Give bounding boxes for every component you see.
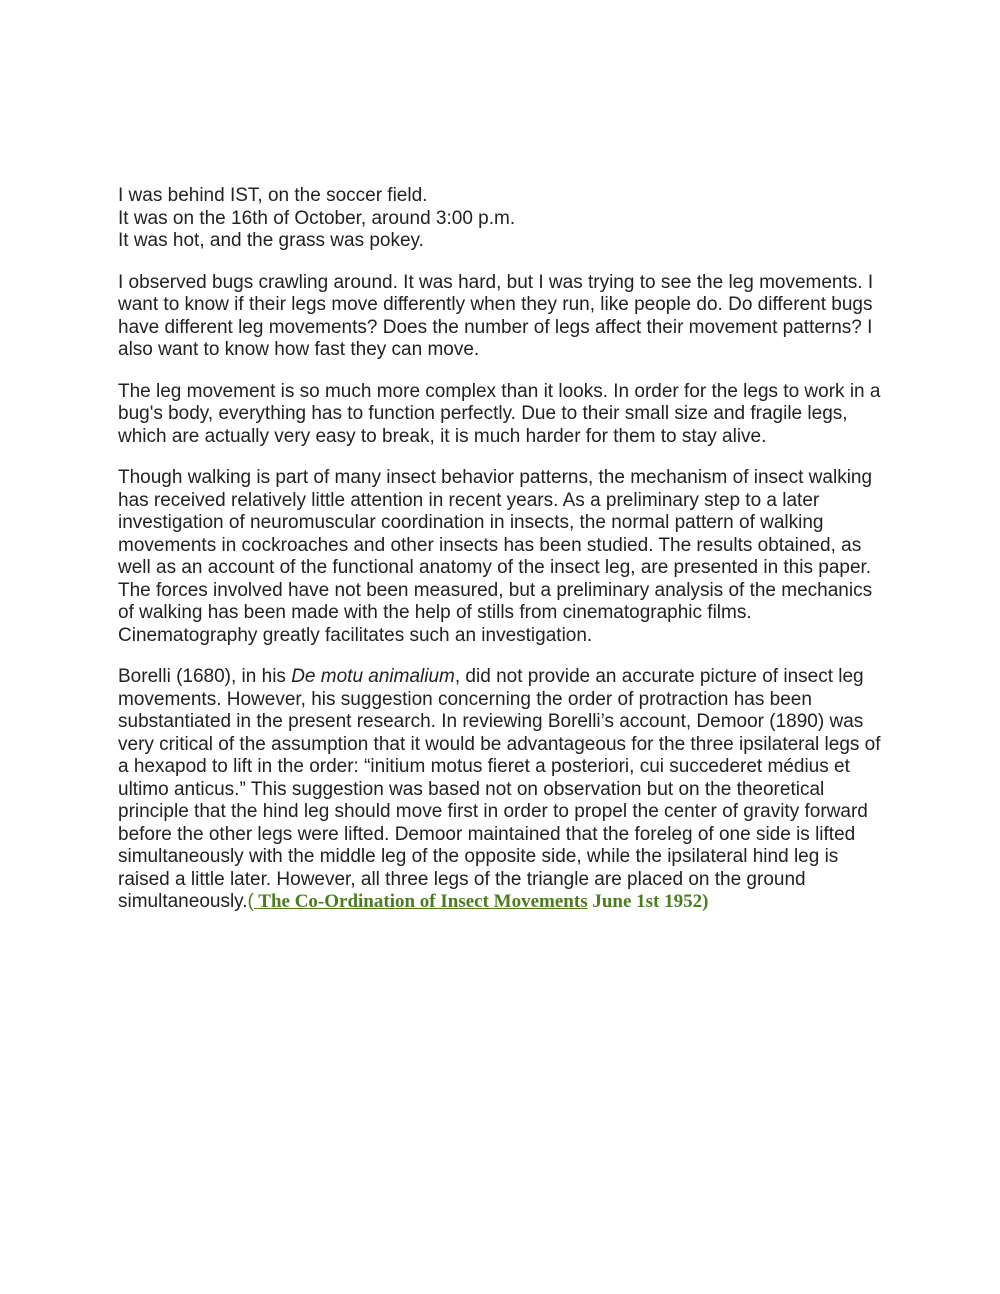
questions-paragraph: I observed bugs crawling around. It was hard, but I was trying to see the leg movements. I want to know if their legs move differently when they run, like people do. Do different bugs have different leg movements? Does the number of legs affect their movement patterns? I also want to know how fast they can move. bbox=[118, 271, 874, 360]
borelli-text-start: Borelli (1680), in his bbox=[118, 666, 292, 687]
document-body bbox=[118, 185, 888, 933]
date-time-line: It was on the 16th of October, around 3:00 p.m. bbox=[118, 207, 516, 229]
citation-link[interactable]: The Co-Ordination of Insect Movements bbox=[253, 891, 588, 912]
location-line: I was behind IST, on the soccer field. bbox=[118, 185, 428, 206]
citation-date: June 1st 1952) bbox=[587, 891, 709, 912]
borelli-text-rest: , did not provide an accurate picture of insect leg movements. However, his suggestion concerning the order of protraction has been substantiated in the present research. In reviewing Borelli’s account, Demoor (1890) was very critical of the assumption that it would be advantageous for the three ipsilateral legs of a hexapod to lift in the order: “initium motus fieret a posteriori, cui succederet médius et ultimo anticus.” This suggestion was based not on observation but on the theoretical principle that the hind leg should move first in order to propel the center of gravity forward before the other legs were lifted. Demoor maintained that the foreleg of one side is lifted simultaneously with the middle leg of the opposite side, while the ipsilateral hind leg is raised a little later. However, all three legs of the triangle are placed on the ground simultaneously. bbox=[118, 666, 881, 912]
leg-complexity-paragraph: The leg movement is so much more complex than it looks. In order for the legs to work in a bug's body, everything has to function perfectly. Due to their small size and fragile legs, which are actually very easy to break, it is much harder for them to stay alive. bbox=[118, 380, 881, 447]
citation-open-paren: ( bbox=[247, 891, 254, 912]
weather-line: It was hot, and the grass was pokey. bbox=[118, 230, 424, 251]
borelli-paragraph bbox=[118, 666, 888, 914]
observation-paragraph bbox=[118, 185, 888, 253]
walking-mechanism-paragraph: Though walking is part of many insect behavior patterns, the mechanism of insect walking has received relatively little attention in recent years. As a preliminary step to a later investigation of neuromuscular coordination in insects, the normal pattern of walking movements in cockroaches and other insects has been studied. The results obtained, as well as an account of the functional anatomy of the insect leg, are presented in this paper. The forces involved have not been measured, but a preliminary analysis of the mechanics of walking has been made with the help of stills from cinematographic films. Cinematography greatly facilitates such an investigation. bbox=[118, 467, 873, 646]
book-title: De motu animalium bbox=[291, 666, 455, 687]
